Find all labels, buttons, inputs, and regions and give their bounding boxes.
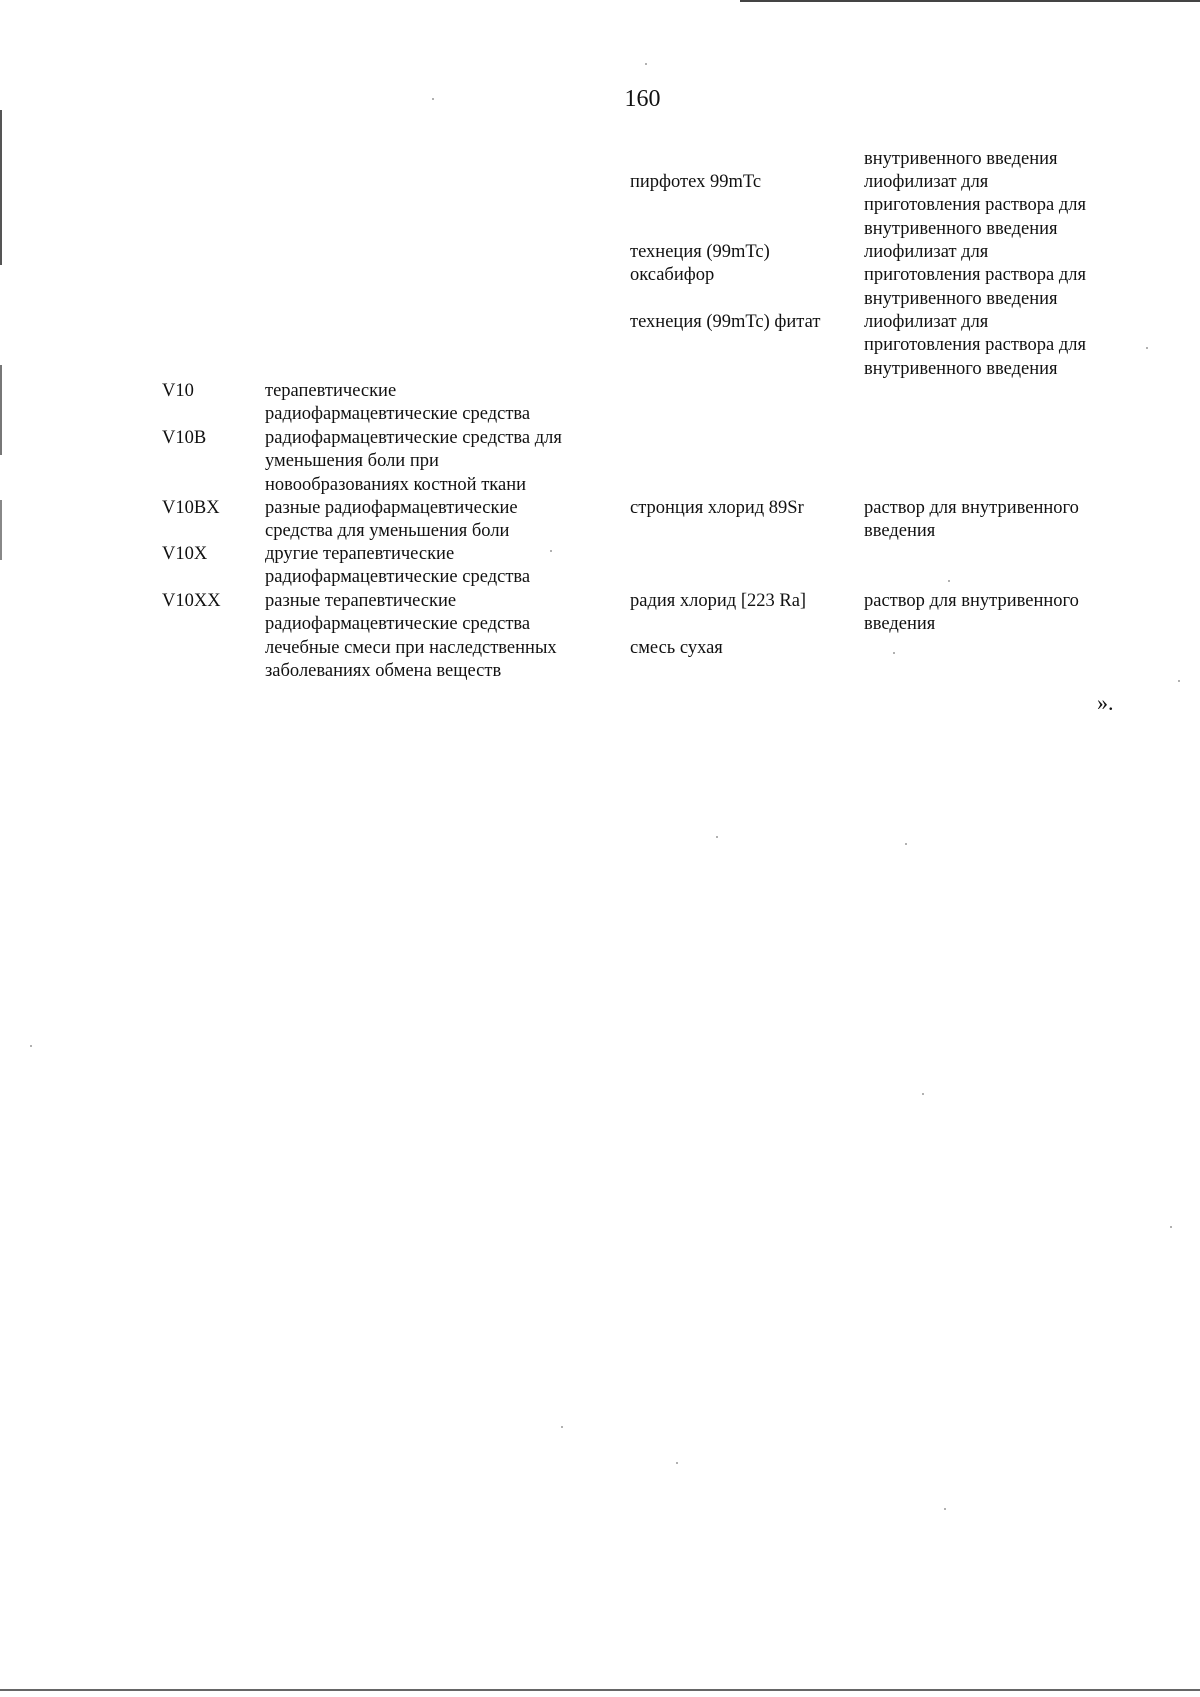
- scan-edge-bottom: [0, 1689, 1200, 1691]
- table-cell-drug: смесь сухая: [630, 638, 723, 658]
- scan-speck: [432, 98, 434, 100]
- scan-speck: [561, 1426, 563, 1428]
- table-cell-drug: радия хлорид [223 Ra]: [630, 591, 807, 611]
- table-cell-form: внутривенного введения: [864, 149, 1058, 169]
- table-cell-code: V10BX: [162, 498, 220, 518]
- closing-quote: ».: [1097, 690, 1114, 715]
- scan-speck: [1146, 347, 1148, 349]
- table-cell-drug: технеция (99mTc) фитат: [630, 312, 821, 332]
- table-cell-code: V10B: [162, 428, 207, 448]
- scan-edge-top: [740, 0, 1200, 2]
- table-cell-drug: технеция (99mTc) оксабифор: [630, 242, 770, 286]
- scan-speck: [645, 63, 647, 65]
- scan-edge-left: [0, 110, 2, 265]
- table-cell-name: разные радиофармацевтические средства для уменьшения боли: [265, 498, 518, 542]
- scan-speck: [550, 550, 552, 552]
- scan-speck: [922, 1093, 924, 1095]
- table-cell-form: лиофилизат для приготовления раствора для внутривенного введения: [864, 242, 1086, 309]
- scan-speck: [1170, 1226, 1172, 1228]
- scan-edge-left: [0, 365, 2, 455]
- scan-speck: [893, 652, 895, 654]
- scan-speck: [944, 1508, 946, 1510]
- scan-speck: [905, 843, 907, 845]
- table-cell-name: другие терапевтические радиофармацевтические средства: [265, 544, 531, 588]
- table-cell-name: терапевтические радиофармацевтические средства: [265, 381, 531, 425]
- table-cell-form: раствор для внутривенного введения: [864, 591, 1079, 635]
- table-cell-form: раствор для внутривенного введения: [864, 498, 1079, 542]
- table-cell-form: лиофилизат для приготовления раствора для внутривенного введения: [864, 172, 1086, 239]
- table-cell-form: лиофилизат для приготовления раствора для внутривенного введения: [864, 312, 1086, 379]
- table-cell-name: лечебные смеси при наследственных заболеваниях обмена веществ: [265, 638, 557, 682]
- table-cell-code: V10X: [162, 544, 208, 564]
- table-cell-drug: пирфотех 99mTc: [630, 172, 762, 192]
- scan-speck: [30, 1045, 32, 1047]
- table-cell-name: разные терапевтические радиофармацевтические средства: [265, 591, 531, 635]
- table-cell-code: V10: [162, 381, 194, 401]
- scan-speck: [716, 836, 718, 838]
- scan-speck: [948, 580, 950, 582]
- scan-edge-left: [0, 500, 2, 560]
- table-cell-name: радиофармацевтические средства для уменьшения боли при новообразованиях костной ткани: [265, 428, 562, 495]
- page-number: 160: [624, 86, 661, 112]
- table-cell-drug: стронция хлорид 89Sr: [630, 498, 804, 518]
- scan-speck: [1178, 680, 1180, 682]
- table-cell-code: V10XX: [162, 591, 221, 611]
- scan-speck: [676, 1462, 678, 1464]
